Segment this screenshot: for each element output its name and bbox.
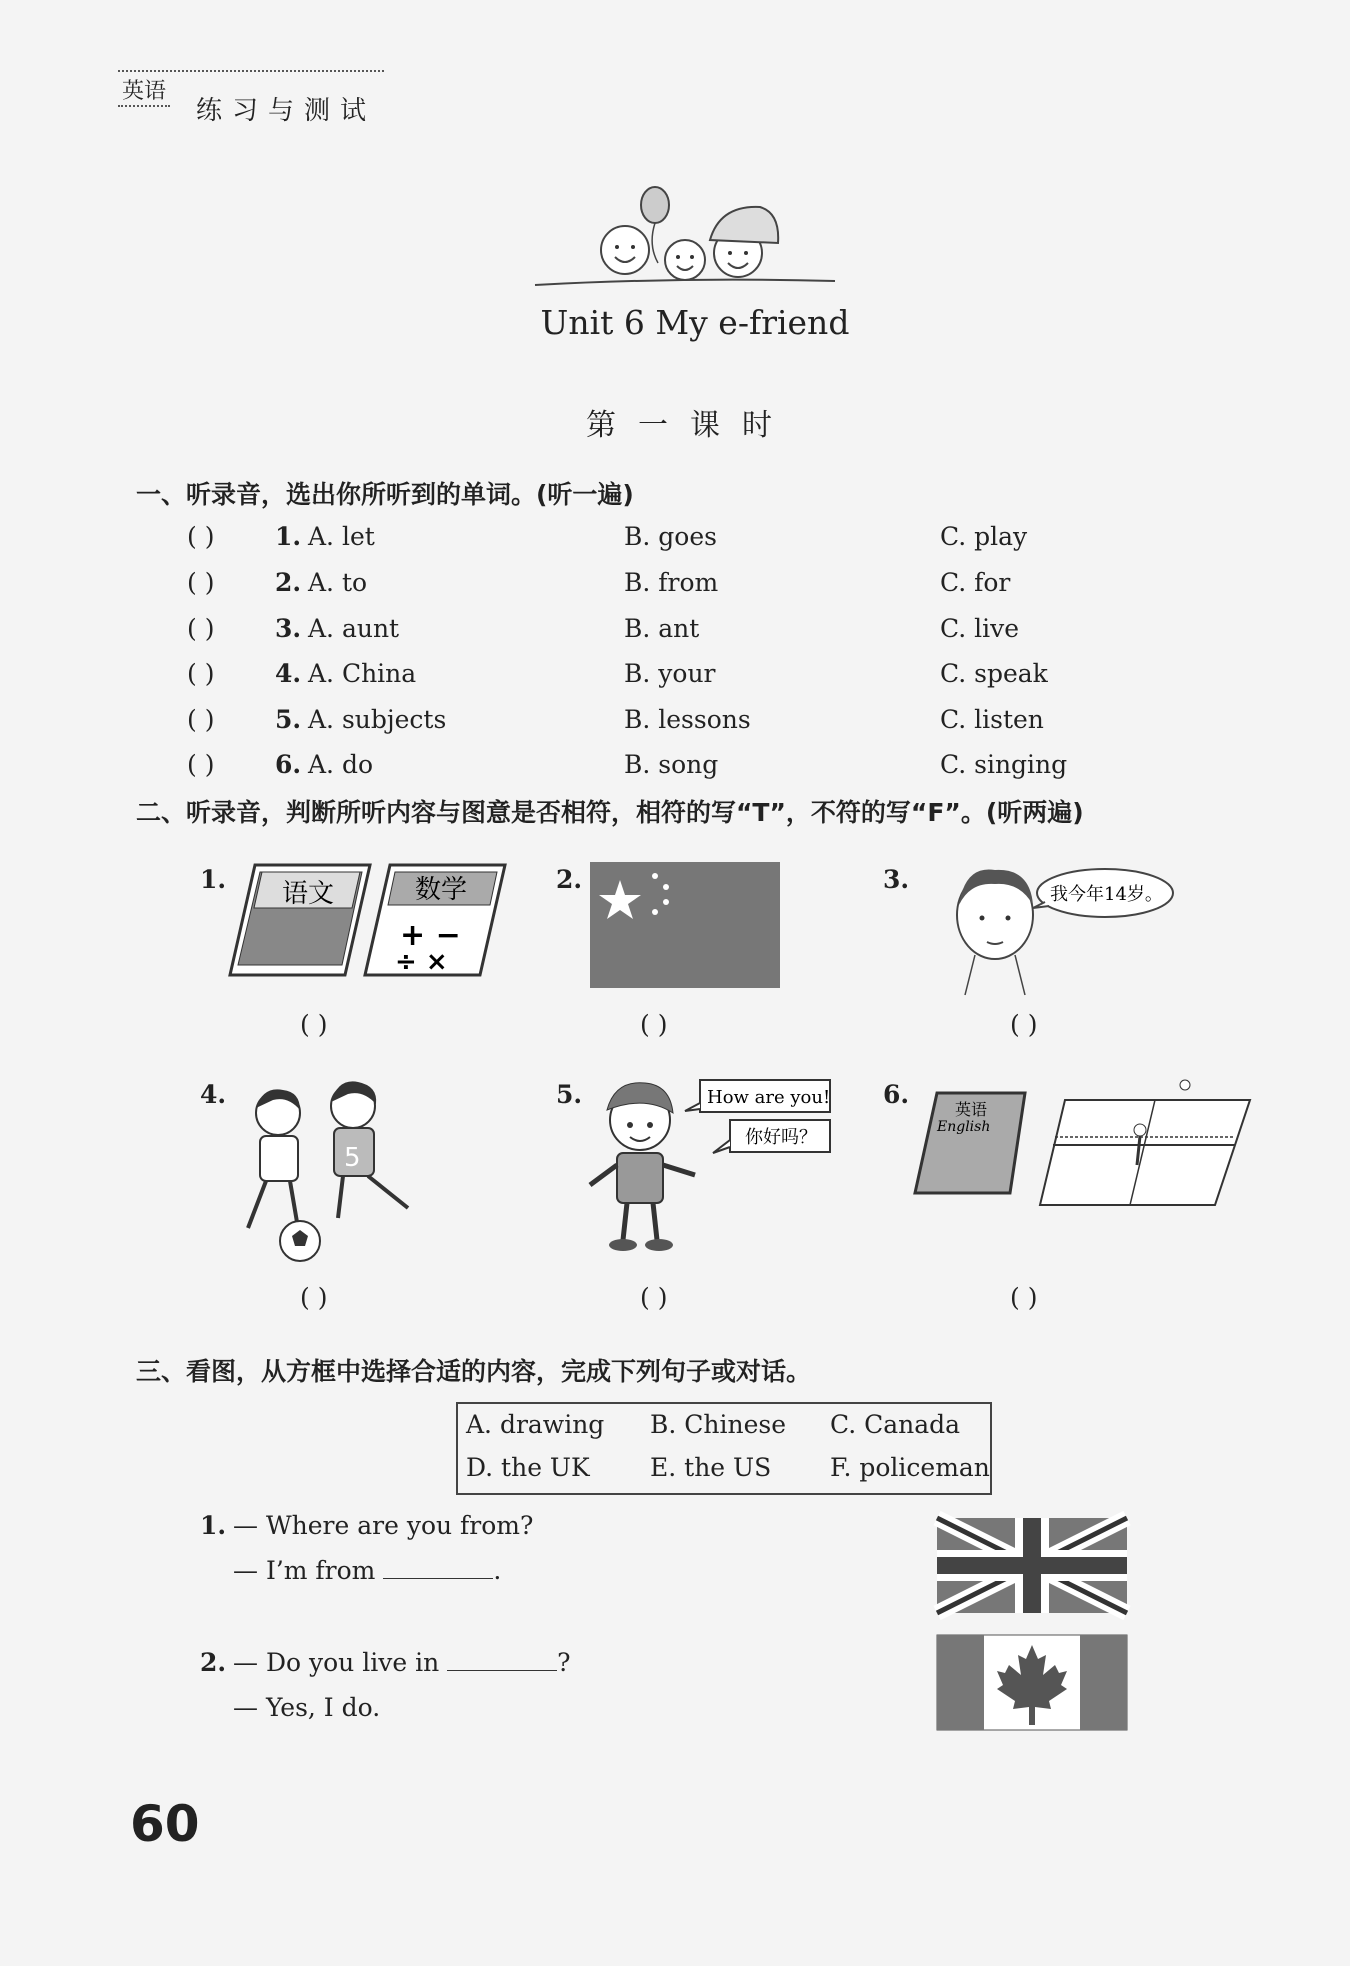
question-number: 2.: [200, 1648, 227, 1677]
answer-paren[interactable]: ( ): [1010, 1010, 1038, 1039]
boys-football-picture: [228, 1078, 448, 1263]
chinese-math-books-picture: [230, 860, 505, 985]
question1-line2: — I’m from .: [233, 1556, 502, 1585]
answer-paren[interactable]: ( ): [640, 1283, 668, 1312]
answer-paren[interactable]: ( ): [187, 659, 215, 688]
answer-paren[interactable]: ( ): [187, 750, 215, 779]
answer-blank[interactable]: [447, 1648, 557, 1671]
item-number: 3.: [275, 614, 302, 643]
option-b: B. song: [624, 750, 719, 779]
math-book-label: 数学: [415, 875, 468, 905]
answer-paren[interactable]: ( ): [300, 1283, 328, 1312]
boy-age-picture: [955, 860, 1185, 995]
option-c: C. live: [940, 614, 1020, 643]
option-e: E. the US: [650, 1453, 772, 1482]
svg-text:÷ ×: ÷ ×: [395, 947, 448, 977]
option-b: B. lessons: [624, 705, 751, 734]
picture-number: 1.: [200, 865, 227, 894]
svg-text:+ −: + −: [400, 918, 461, 953]
picture-number: 6.: [883, 1080, 910, 1109]
question-number: 1.: [200, 1511, 227, 1540]
answer-paren[interactable]: ( ): [187, 705, 215, 734]
picture-number: 2.: [556, 865, 583, 894]
options-box: [456, 1402, 992, 1495]
english-book-cn: 英语: [955, 1100, 988, 1119]
cartoon-greeting-picture: [585, 1075, 840, 1255]
unit-title: Unit 6 My e-friend: [540, 303, 850, 342]
english-speech-bubble: How are you!: [707, 1087, 831, 1108]
option-b: B. ant: [624, 614, 700, 643]
option-c: C. play: [940, 522, 1028, 551]
english-book-en: English: [937, 1119, 991, 1135]
header-series: 练习与测试: [196, 96, 377, 126]
option-c: C. speak: [940, 659, 1048, 688]
option-c: C. for: [940, 568, 1011, 597]
option-b: B. goes: [624, 522, 717, 551]
option-a: A. aunt: [308, 614, 400, 643]
answer-paren[interactable]: ( ): [640, 1010, 668, 1039]
option-f: F. policeman: [830, 1453, 990, 1482]
option-c: C. Canada: [830, 1410, 961, 1439]
item-number: 1.: [275, 522, 302, 551]
age-speech-bubble: 我今年14岁。: [1050, 884, 1163, 905]
option-c: C. listen: [940, 705, 1044, 734]
lesson-title: 第一课时: [586, 408, 794, 443]
header-subject: 英语: [118, 74, 170, 107]
answer-paren[interactable]: ( ): [187, 568, 215, 597]
china-flag-picture: [590, 862, 780, 988]
chinese-speech-bubble: 你好吗？: [745, 1127, 817, 1148]
answer-blank[interactable]: [383, 1556, 493, 1579]
uk-flag-picture: [937, 1518, 1127, 1613]
picture-number: 3.: [883, 865, 910, 894]
option-b: B. from: [624, 568, 719, 597]
item-number: 5.: [275, 705, 302, 734]
section1-title: 一、听录音，选出你所听到的单词。(听一遍): [136, 480, 634, 509]
answer-paren[interactable]: ( ): [187, 522, 215, 551]
option-c: C. singing: [940, 750, 1068, 779]
chinese-book-label: 语文: [282, 879, 335, 909]
option-b: B. your: [624, 659, 716, 688]
option-a: A. to: [308, 568, 368, 597]
kids-illustration: [530, 185, 840, 295]
item-number: 2.: [275, 568, 302, 597]
option-b: B. Chinese: [650, 1410, 787, 1439]
answer-paren[interactable]: ( ): [1010, 1283, 1038, 1312]
answer-paren[interactable]: ( ): [300, 1010, 328, 1039]
item-number: 4.: [275, 659, 302, 688]
section3-title: 三、看图，从方框中选择合适的内容，完成下列句子或对话。: [136, 1357, 812, 1386]
picture-number: 4.: [200, 1080, 227, 1109]
section2-title: 二、听录音，判断所听内容与图意是否相符，相符的写“T”，不符的写“F”。(听两遍): [136, 798, 1084, 827]
question1-line1: — Where are you from?: [233, 1511, 534, 1540]
page-number: 60: [130, 1795, 200, 1853]
option-a: A. let: [308, 522, 375, 551]
canada-flag-picture: [937, 1635, 1127, 1730]
option-d: D. the UK: [466, 1453, 590, 1482]
english-book-tennis-picture: [915, 1075, 1255, 1210]
shirt-number: 5: [344, 1143, 361, 1173]
option-a: A. do: [308, 750, 374, 779]
picture-number: 5.: [556, 1080, 583, 1109]
question2-line2: — Yes, I do.: [233, 1693, 381, 1722]
question2-line1: — Do you live in ?: [233, 1648, 571, 1677]
option-a: A. subjects: [308, 705, 447, 734]
item-number: 6.: [275, 750, 302, 779]
answer-paren[interactable]: ( ): [187, 614, 215, 643]
option-a: A. drawing: [466, 1410, 605, 1439]
option-a: A. China: [308, 659, 417, 688]
